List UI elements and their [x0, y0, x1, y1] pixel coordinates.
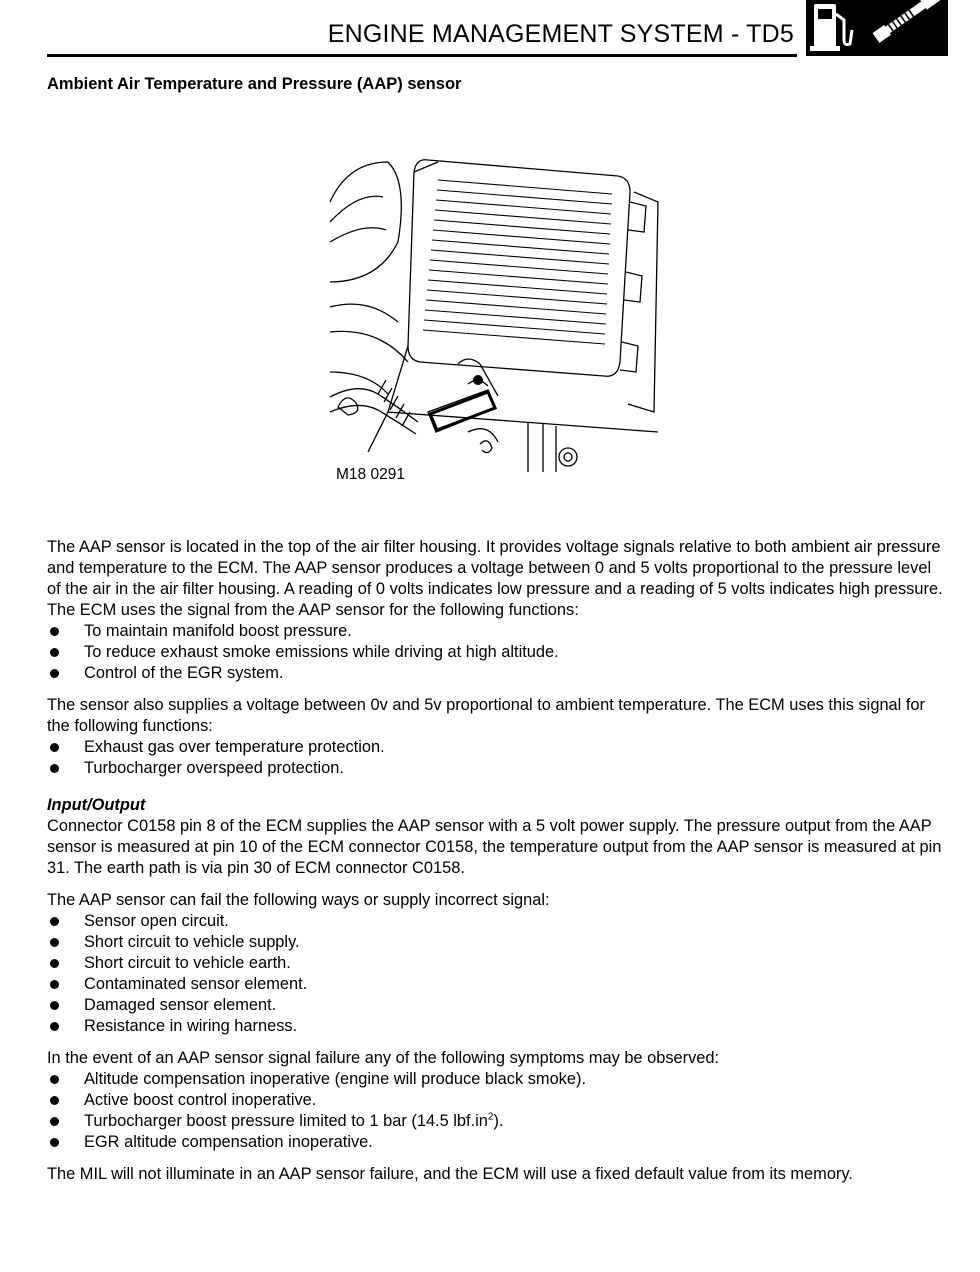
figure-label: M18 0291	[336, 466, 405, 483]
list-item: Exhaust gas over temperature protection.	[47, 737, 947, 758]
list-item: Active boost control inoperative.	[47, 1090, 947, 1111]
list-item: Short circuit to vehicle earth.	[47, 953, 947, 974]
list-item: To reduce exhaust smoke emissions while driving at high altitude.	[47, 642, 947, 663]
io-paragraph: Connector C0158 pin 8 of the ECM supplies the AAP sensor with a 5 volt power supply. The pressure output from the AAP sensor is measured at pin 10 of the ECM connector C0158, the temperature output from the AAP sensor is measured at pin 31. The earth path is via pin 30 of ECM connector C0158.	[47, 817, 942, 877]
list-item: Short circuit to vehicle supply.	[47, 932, 947, 953]
failures-list	[47, 911, 947, 1037]
intro-paragraph: The AAP sensor is located in the top of the air filter housing. It provides voltage signals relative to both ambient air pressure and temperature to the ECM. The AAP sensor produces a voltage between 0 and 5 volts proportional to the pressure level of the air in the air filter housing. A reading of 0 volts indicates low pressure and a reading of 5 volts indicates high pressure. The ECM uses the signal from the AAP sensor for the following functions:	[47, 538, 943, 619]
boost-symptom-text: Turbocharger boost pressure limited to 1 bar (14.5 lbf.in	[84, 1112, 488, 1130]
temperature-functions-list	[47, 737, 947, 779]
list-item: Sensor open circuit.	[47, 911, 947, 932]
list-item: To maintain manifold boost pressure.	[47, 621, 947, 642]
pressure-functions-list	[47, 621, 947, 684]
fuel-pump-and-glow-plug-icon	[806, 0, 948, 56]
boost-symptom-suffix: ).	[493, 1112, 504, 1130]
list-item: Damaged sensor element.	[47, 995, 947, 1016]
symptoms-list	[47, 1069, 947, 1153]
io-heading: Input/Output	[47, 796, 146, 814]
air-filter-housing-aap-sensor-illustration	[328, 132, 668, 487]
list-item: Control of the EGR system.	[47, 663, 947, 684]
header-rule	[47, 54, 797, 57]
body-text	[47, 537, 947, 1185]
failures-paragraph: The AAP sensor can fail the following ways or supply incorrect signal:	[47, 891, 550, 909]
conclusion-paragraph: The MIL will not illuminate in an AAP sensor failure, and the ECM will use a fixed default value from its memory.	[47, 1165, 853, 1183]
list-item	[47, 1111, 947, 1132]
boost-symptom-superscript: 2	[487, 1111, 494, 1123]
list-item: Resistance in wiring harness.	[47, 1016, 947, 1037]
symptoms-paragraph: In the event of an AAP sensor signal failure any of the following symptoms may be observed:	[47, 1049, 720, 1067]
section-title: Ambient Air Temperature and Pressure (AAP) sensor	[47, 75, 462, 93]
list-item: Turbocharger overspeed protection.	[47, 758, 947, 779]
list-item: Contaminated sensor element.	[47, 974, 947, 995]
list-item: Altitude compensation inoperative (engine will produce black smoke).	[47, 1069, 947, 1090]
list-item: EGR altitude compensation inoperative.	[47, 1132, 947, 1153]
page-header-title: ENGINE MANAGEMENT SYSTEM - TD5	[327, 20, 794, 48]
temperature-paragraph: The sensor also supplies a voltage between 0v and 5v proportional to ambient temperature. The ECM uses this signal for the following functions:	[47, 696, 925, 735]
